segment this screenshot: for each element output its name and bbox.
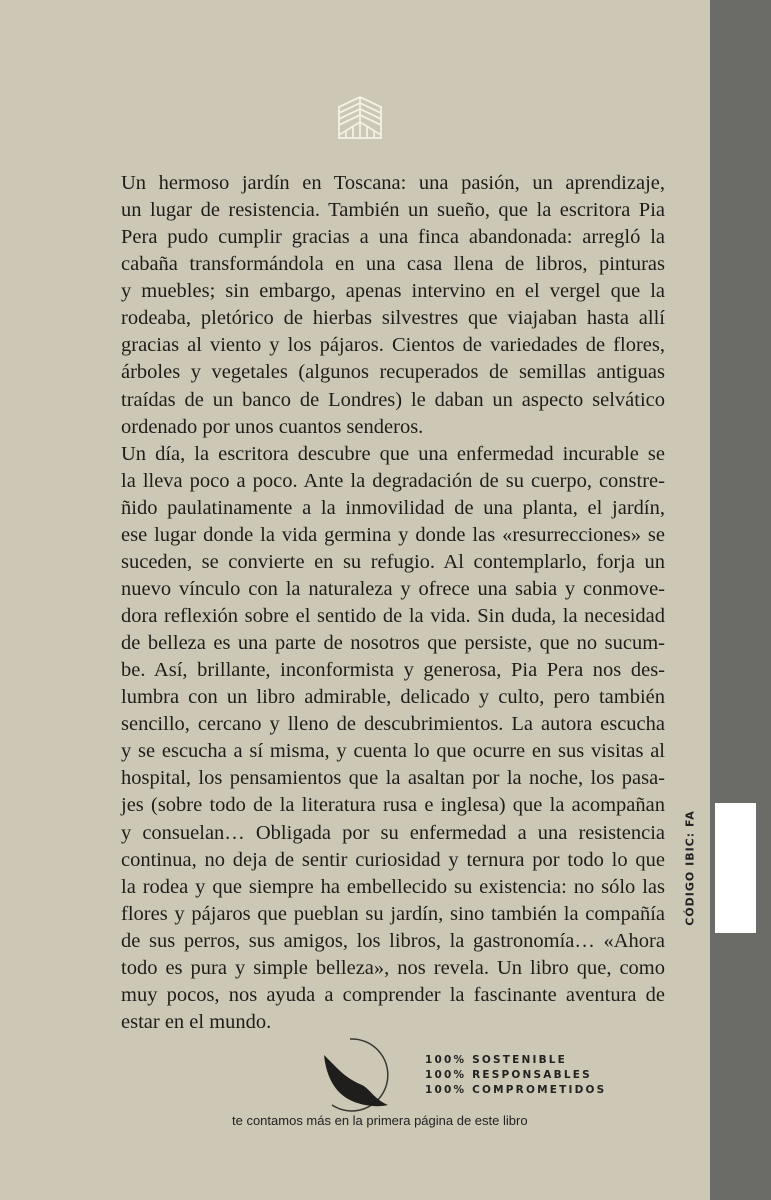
text-line: be. Así, brillante, inconformista y generosa, Pia Pera nos des-: [121, 659, 665, 682]
claim: 100% SOSTENIBLE: [425, 1054, 568, 1066]
text-line: flores y pájaros que pueblan su jardín, sino también la compañía: [121, 902, 665, 925]
text-line: cabaña transformándola en una casa llena de libros, pinturas: [121, 253, 665, 276]
text-line: suceden, se convierte en su refugio. Al contemplarlo, forja un: [121, 550, 665, 573]
eco-tagline: te contamos más en la primera página de este libro: [232, 1113, 528, 1128]
ibic-code: CÓDIGO IBIC: FA: [683, 810, 697, 926]
text-line: sencillo, cercano y lleno de descubrimientos. La autora escucha: [121, 713, 665, 736]
back-cover-description: [121, 170, 665, 1036]
claim: 100% RESPONSABLES: [425, 1069, 592, 1081]
text-line: la rodea y que siempre ha embellecido su existencia: no sólo las: [121, 875, 665, 898]
text-line: de belleza es una parte de nosotros que persiste, que no sucum-: [121, 632, 665, 655]
text-line: jes (sobre todo de la literatura rusa e inglesa) que la acompañan: [121, 794, 665, 817]
text-line: ñido paulatinamente a la inmovilidad de una planta, el jardín,: [121, 496, 665, 519]
claim: 100% COMPROMETIDOS: [425, 1084, 607, 1096]
text-line: y consuelan… Obligada por su enfermedad a una resistencia: [121, 821, 665, 844]
spine-strip: [710, 0, 771, 1200]
barcode-area: [715, 803, 756, 933]
text-line: de sus perros, sus amigos, los libros, la gastronomía… «Ahora: [121, 929, 665, 952]
text-line: Un día, la escritora descubre que una enfermedad incurable se: [121, 442, 665, 465]
text-line: ordenado por unos cuantos senderos.: [121, 415, 424, 438]
text-line: ese lugar donde la vida germina y donde las «resurrecciones» se: [121, 523, 665, 546]
text-line: y muebles; sin embargo, apenas intervino en el vergel que la: [121, 280, 665, 303]
text-line: gracias al viento y los pájaros. Cientos de variedades de flores,: [121, 334, 665, 357]
text-line: la lleva poco a poco. Ante la degradación de su cuerpo, constre-: [121, 469, 665, 492]
publisher-logo-icon: [337, 95, 383, 141]
text-line: Un hermoso jardín en Toscana: una pasión, un aprendizaje,: [121, 172, 665, 194]
text-line: lumbra con un libro admirable, delicado y culto, pero también: [121, 686, 665, 709]
text-line: hospital, los pensamientos que la asaltan por la noche, los pasa-: [121, 767, 665, 790]
eco-feather-logo-icon: [322, 1035, 402, 1115]
text-line: rodeaba, pletórico de hierbas silvestres que viajaban hasta allí: [121, 307, 665, 330]
text-line: muy pocos, nos ayuda a comprender la fascinante aventura de: [121, 983, 665, 1006]
text-line: árboles y vegetales (algunos recuperados de semillas antiguas: [121, 361, 665, 384]
text-line: un lugar de resistencia. También un sueño, que la escritora Pia: [121, 199, 665, 222]
text-line: todo es pura y simple belleza», nos revela. Un libro que, como: [121, 956, 665, 979]
text-line: estar en el mundo.: [121, 1010, 272, 1033]
text-line: Pera pudo cumplir gracias a una finca abandonada: arregló la: [121, 226, 665, 249]
text-line: dora reflexión sobre el sentido de la vida. Sin duda, la necesidad: [121, 605, 665, 627]
text-line: continua, no deja de sentir curiosidad y ternura por todo lo que: [121, 848, 665, 871]
text-line: y se escucha a sí misma, y cuenta lo que ocurre en sus visitas al: [121, 740, 665, 763]
text-line: traídas de un banco de Londres) le daban un aspecto selvático: [121, 388, 665, 411]
eco-claims: [425, 1053, 606, 1098]
text-line: nuevo vínculo con la naturaleza y ofrece una sabia y conmove-: [121, 577, 665, 600]
